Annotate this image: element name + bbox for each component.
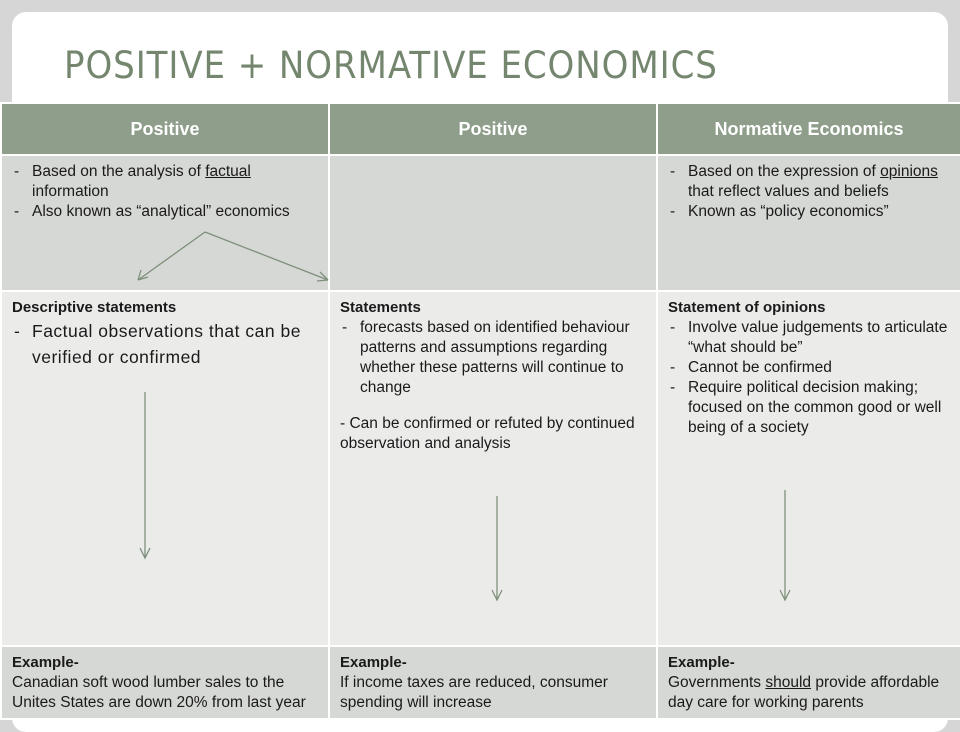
normative-statement-list [668, 318, 950, 438]
normative-statements-cell [657, 291, 960, 646]
opinions-underlined: opinions [880, 163, 938, 180]
normative-heading: Statement of opinions [668, 299, 826, 316]
example-cell-3 [657, 646, 960, 719]
header-positive-2: Positive [329, 103, 657, 155]
empty-definition-cell [329, 155, 657, 291]
predictive-statements-cell [329, 291, 657, 646]
example-row [1, 646, 960, 719]
header-normative: Normative Economics [657, 103, 960, 155]
header-row [1, 103, 960, 155]
example-text-2: If income taxes are reduced, consumer spending will increase [340, 674, 608, 711]
normative-definition-cell [657, 155, 960, 291]
example-cell-2 [329, 646, 657, 719]
slide-title: POSITIVE + NORMATIVE ECONOMICS [64, 44, 718, 87]
example-label-1: Example- [12, 654, 79, 671]
positive-definition-cell [1, 155, 329, 291]
descriptive-statements-cell [1, 291, 329, 646]
normative-statement-item-1: - Involve value judgements to articulate “what should be” [668, 318, 950, 358]
positive-definition-list [12, 162, 318, 222]
normative-statement-item-2: - Cannot be confirmed [668, 358, 950, 378]
positive-definition-item-1: - Based on the analysis of factual information [12, 162, 318, 202]
descriptive-item: - Factual observations that can be verified or confirmed [12, 318, 318, 370]
example-text-3: Governments should provide affordable day care for working parents [668, 674, 940, 711]
comparison-table [0, 102, 960, 720]
definition-row [1, 155, 960, 291]
should-underlined: should [765, 674, 812, 691]
normative-definition-item-2: - Known as “policy economics” [668, 202, 950, 222]
predictive-list [340, 318, 646, 398]
example-text-1: Canadian soft wood lumber sales to the Unites States are down 20% from last year [12, 674, 306, 711]
example-label-3: Example- [668, 654, 735, 671]
predictive-extra: - Can be confirmed or refuted by continued observation and analysis [340, 415, 635, 452]
example-cell-1 [1, 646, 329, 719]
normative-definition-list [668, 162, 950, 222]
normative-definition-item-1: - Based on the expression of opinions that reflect values and beliefs [668, 162, 950, 202]
example-label-2: Example- [340, 654, 407, 671]
predictive-heading: Statements [340, 299, 421, 316]
factual-underlined: factual [205, 163, 251, 180]
normative-statement-item-3: - Require political decision making; focused on the common good or well being of a society [668, 378, 950, 438]
statement-row [1, 291, 960, 646]
positive-definition-item-2: - Also known as “analytical” economics [12, 202, 318, 222]
predictive-item: - forecasts based on identified behaviour patterns and assumptions regarding whether these patterns will continue to change [340, 318, 646, 398]
header-positive-1: Positive [1, 103, 329, 155]
descriptive-list [12, 318, 318, 370]
descriptive-heading: Descriptive statements [12, 299, 177, 316]
